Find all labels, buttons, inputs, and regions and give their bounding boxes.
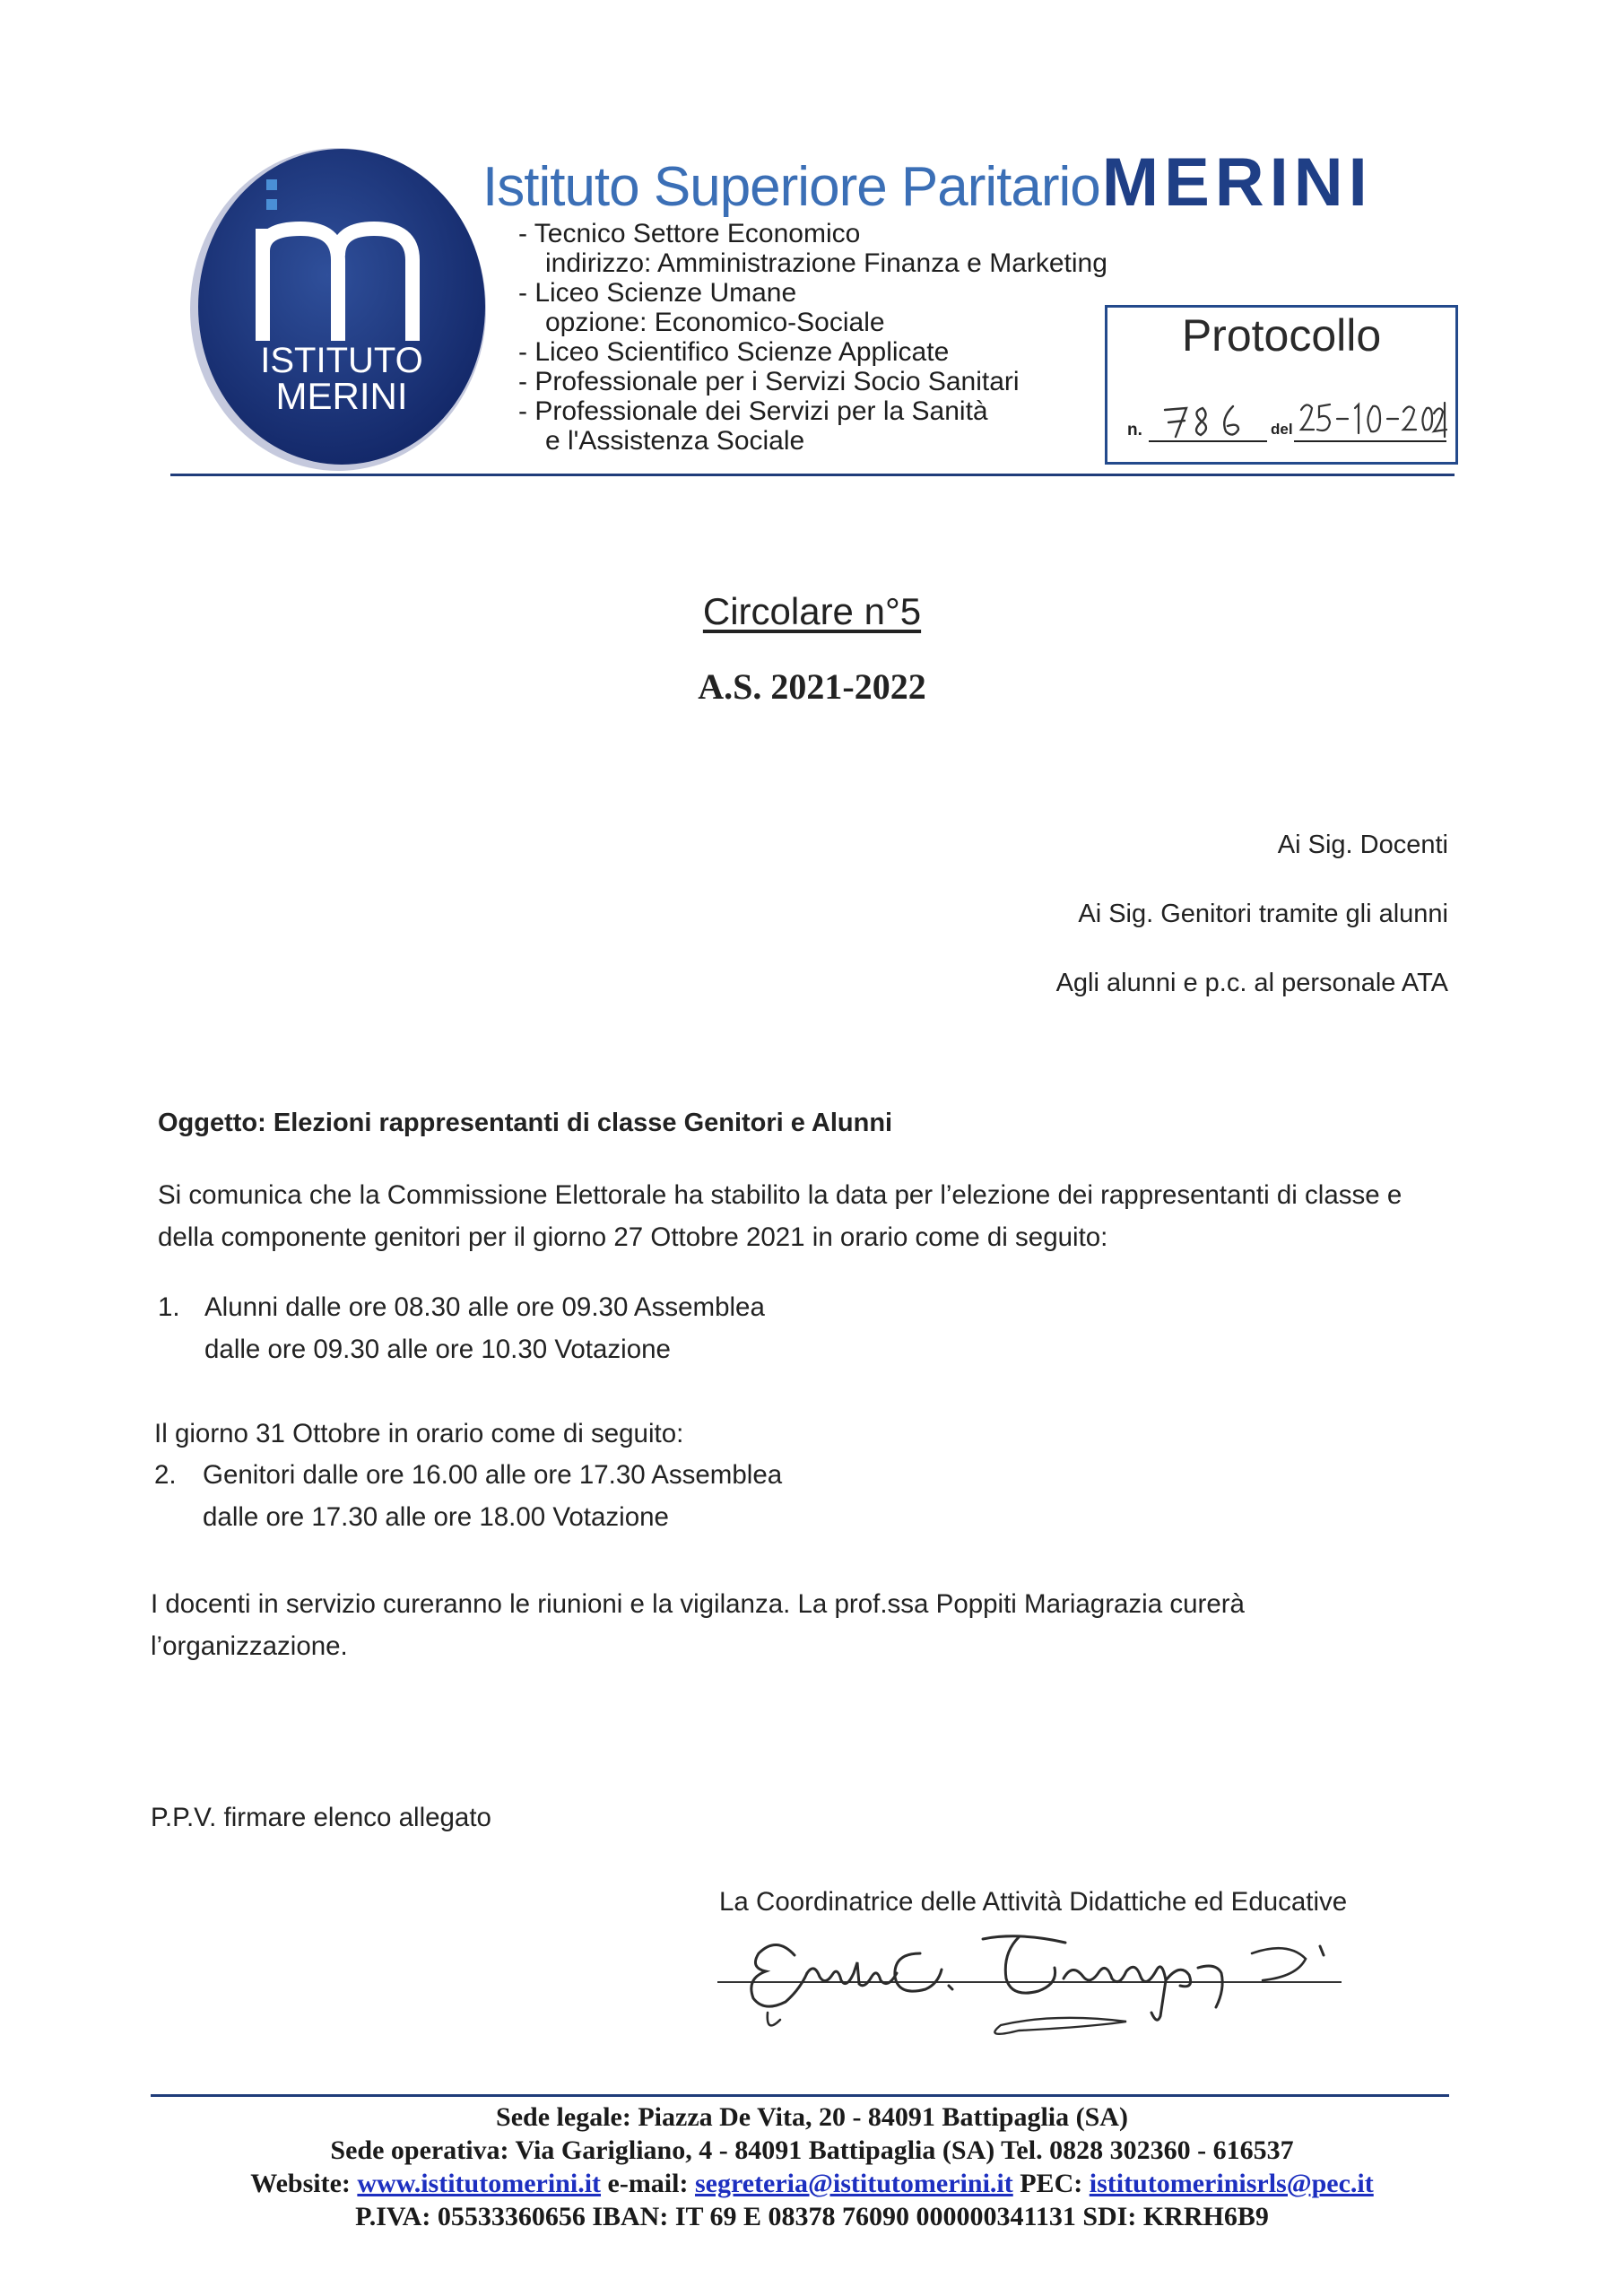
list-item: Genitori dalle ore 16.00 alle ore 17.30 Assemblea	[203, 1460, 783, 1490]
course-item: opzione: Economico-Sociale	[545, 308, 885, 337]
course-item: - Tecnico Settore Economico	[518, 219, 861, 248]
list-item: dalle ore 09.30 alle ore 10.30 Votazione	[204, 1335, 671, 1364]
body-paragraph-line: I docenti in servizio cureranno le riunioni e la vigilanza. La prof.ssa Poppiti Mariagrazia curerà	[151, 1589, 1245, 1619]
header-divider	[170, 474, 1455, 476]
course-item: - Professionale per i Servizi Socio Sanitari	[518, 367, 1020, 396]
body-paragraph-line: Si comunica che la Commissione Elettorale ha stabilito la data per l’elezione dei rappresentanti di classe e	[158, 1180, 1403, 1210]
logo-text-line2: MERINI	[275, 375, 408, 417]
school-name-suffix: MERINI	[1101, 144, 1373, 221]
logo-i-dot	[266, 179, 277, 190]
list-item: Alunni dalle ore 08.30 alle ore 09.30 Assemblea	[204, 1292, 765, 1322]
ppv-note: P.P.V. firmare elenco allegato	[151, 1803, 491, 1832]
list-number: 1.	[158, 1292, 180, 1322]
subject-line: Oggetto: Elezioni rappresentanti di classe Genitori e Alunni	[158, 1109, 893, 1137]
footer-contacts	[0, 2169, 1624, 2199]
body-paragraph-line: l’organizzazione.	[151, 1631, 348, 1661]
footer-legal-address: Sede legale: Piazza De Vita, 20 - 84091 Battipaglia (SA)	[496, 2102, 1128, 2132]
protocol-stamp-box	[1105, 305, 1458, 465]
email-label: e-mail:	[607, 2169, 689, 2198]
protocol-number-handwritten	[1156, 397, 1264, 442]
website-label: Website:	[250, 2169, 351, 2198]
course-item: indirizzo: Amministrazione Finanza e Marketing	[545, 248, 1107, 278]
recipient-line: Agli alunni e p.c. al personale ATA	[1055, 969, 1448, 997]
body-paragraph-line: Il giorno 31 Ottobre in orario come di seguito:	[154, 1419, 684, 1448]
istituto-merini-logo	[184, 135, 507, 475]
recipient-line: Ai Sig. Genitori tramite gli alunni	[1078, 900, 1448, 928]
course-item: - Liceo Scientifico Scienze Applicate	[518, 337, 950, 367]
website-link[interactable]: www.istitutomerini.it	[357, 2169, 602, 2198]
pec-label: PEC:	[1020, 2169, 1083, 2198]
circular-title: Circolare n°5	[702, 590, 922, 632]
recipient-line: Ai Sig. Docenti	[1277, 831, 1448, 859]
school-name-prefix: Istituto Superiore Paritario	[482, 156, 1100, 218]
protocol-number-label: n.	[1127, 421, 1142, 439]
pec-link[interactable]: istitutomerinisrls@pec.it	[1089, 2169, 1374, 2198]
signatory-role: La Coordinatrice delle Attività Didattiche ed Educative	[719, 1887, 1348, 1917]
course-list	[518, 219, 1107, 456]
list-number: 2.	[154, 1460, 177, 1490]
protocol-date-handwritten	[1298, 396, 1448, 442]
course-item: - Professionale dei Servizi per la Sanità	[518, 396, 988, 426]
list-item: dalle ore 17.30 alle ore 18.00 Votazione	[203, 1502, 669, 1532]
footer-tax-info: P.IVA: 05533360656 IBAN: IT 69 E 08378 76090 000000341131 SDI: KRRH6B9	[355, 2202, 1269, 2231]
footer-operative-address: Sede operativa: Via Garigliano, 4 - 84091 Battipaglia (SA) Tel. 0828 302360 - 616537	[330, 2135, 1294, 2165]
email-link[interactable]: segreteria@istitutomerini.it	[694, 2169, 1013, 2198]
course-item: e l'Assistenza Sociale	[545, 426, 805, 456]
protocol-date-label: del	[1271, 421, 1293, 438]
school-name	[482, 144, 1373, 222]
course-item: - Liceo Scienze Umane	[518, 278, 797, 308]
logo-text-line1: ISTITUTO	[260, 341, 423, 380]
handwritten-signature	[714, 1926, 1413, 2043]
protocol-title: Protocollo	[1181, 310, 1382, 361]
footer-divider	[151, 2094, 1449, 2097]
school-year: A.S. 2021-2022	[698, 666, 926, 707]
body-paragraph-line: della componente genitori per il giorno 27 Ottobre 2021 in orario come di seguito:	[158, 1222, 1108, 1252]
